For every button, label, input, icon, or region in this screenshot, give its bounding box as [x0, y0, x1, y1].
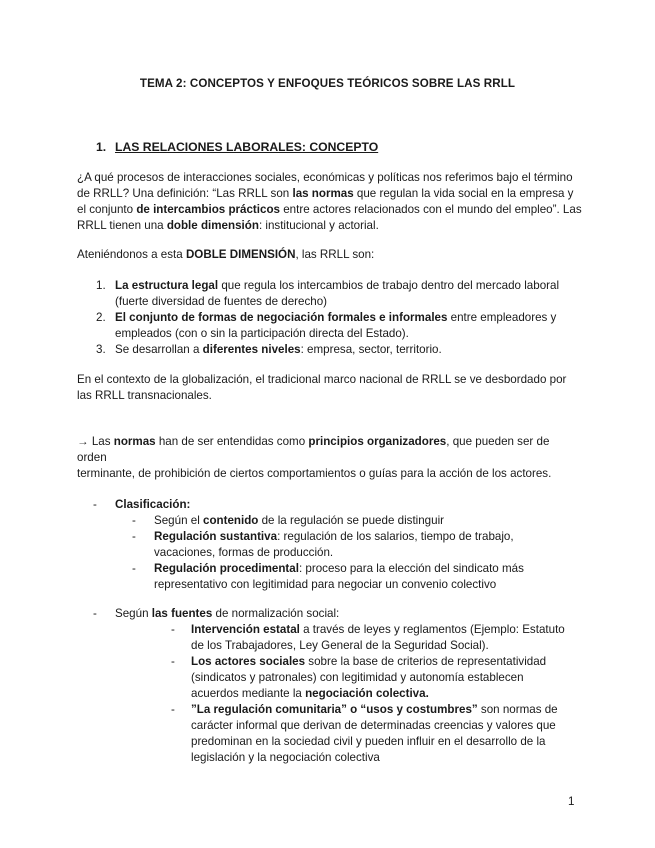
- norms-line-1: [77, 434, 582, 466]
- paragraph-norms: [77, 434, 582, 482]
- bold-run: Los actores sociales: [191, 655, 306, 668]
- sub-bullet: [171, 702, 566, 766]
- text-run: ¿A qué procesos de interacciones sociales, económicas y políticas nos referimos bajo el término de RRLL? Una definición: “Las RRLL son: [77, 171, 573, 200]
- text-run: , que pueden ser de orden: [77, 435, 550, 464]
- list-number: 1.: [96, 279, 106, 292]
- bold-run: negociación colectiva.: [305, 687, 429, 700]
- bold-run: DOBLE DIMENSIÓN: [185, 248, 296, 261]
- text-run: entre empleadores y empleados (con o sin la participación directa del Estado).: [115, 311, 557, 340]
- dash-marker: -: [171, 655, 175, 668]
- bold-run: doble dimensión: [166, 219, 259, 232]
- text-run: Se desarrollan a: [115, 343, 203, 356]
- list-number: 3.: [96, 343, 106, 356]
- sub-bullet: [132, 561, 573, 593]
- text-run: de la regulación se puede distinguir: [258, 514, 445, 527]
- text-run: entre actores relacionados con el mundo del empleo”. Las RRLL tienen una: [77, 203, 582, 232]
- text-run: sobre la base de criterios de representatividad (sindicatos y patronales) con legitimidad y autonomía establecen acuerdos mediante la: [191, 655, 547, 700]
- bullet-classification: [93, 497, 573, 513]
- sub-bullet: [132, 529, 573, 561]
- paragraph-definition: [77, 170, 582, 234]
- dash-marker: -: [132, 562, 136, 575]
- dash-marker: -: [171, 703, 175, 716]
- paragraph-globalization: En el contexto de la globalización, el tradicional marco nacional de RRLL se ve desbordado por las RRLL transnacionales.: [77, 373, 567, 402]
- document-title: TEMA 2: CONCEPTOS Y ENFOQUES TEÓRICOS SOBRE LAS RRLL: [139, 77, 516, 90]
- list-item: [96, 278, 576, 310]
- section-heading: [96, 139, 378, 155]
- sub-bullet: [171, 622, 566, 654]
- text-run: : empresa, sector, territorio.: [300, 343, 442, 356]
- numbered-list: [96, 278, 576, 358]
- bold-run: de intercambios prácticos: [136, 203, 280, 216]
- classification-block: [93, 497, 573, 593]
- text-run: de normalización social:: [212, 607, 340, 620]
- bullet-sources: [93, 606, 573, 622]
- text-run: que regulan la vida social en la empresa y el conjunto: [77, 187, 574, 216]
- bold-run: Clasificación:: [115, 498, 191, 511]
- bold-run: La estructura legal: [115, 279, 219, 292]
- text-run: → Las: [77, 435, 114, 448]
- text-run: , las RRLL son:: [295, 248, 375, 261]
- bold-run: contenido: [203, 514, 259, 527]
- text-run: son normas de carácter informal que derivan de determinadas creencias y valores que predominan en la sociedad civil y pueden influir en el desarrollo de la legislación y la negociación colectiva: [191, 703, 558, 764]
- bold-run: Regulación sustantiva: [154, 530, 278, 543]
- bold-run: diferentes niveles: [202, 343, 301, 356]
- paragraph-dimension: [77, 247, 582, 263]
- dash-marker: -: [132, 514, 136, 527]
- bold-run: principios organizadores: [308, 435, 447, 448]
- dash-marker: -: [93, 607, 97, 620]
- text-run: : institucional y actorial.: [258, 219, 379, 232]
- text-run: : regulación de los salarios, tiempo de trabajo, vacaciones, formas de producción.: [154, 530, 514, 559]
- text-run: : proceso para la elección del sindicato más representativo con legitimidad para negociar un convenio colectivo: [154, 562, 524, 591]
- list-number: 2.: [96, 311, 106, 324]
- dash-marker: -: [132, 530, 136, 543]
- section-title: LAS RELACIONES LABORALES: CONCEPTO: [115, 140, 379, 154]
- text-run: Ateniéndonos a esta: [77, 248, 186, 261]
- text-run: que regula los intercambios de trabajo dentro del mercado laboral (fuerte diversidad de fuentes de derecho): [115, 279, 560, 308]
- dash-marker: -: [171, 623, 175, 636]
- list-item: [96, 342, 576, 358]
- text-run: han de ser entendidas como: [155, 435, 309, 448]
- page-number: 1: [568, 795, 575, 808]
- bold-run: normas: [113, 435, 156, 448]
- bold-run: las normas: [292, 187, 354, 200]
- classification-subitems: [115, 513, 573, 593]
- bold-run: El conjunto de formas de negociación formales e informales: [115, 311, 448, 324]
- bold-run: las fuentes: [151, 607, 213, 620]
- sub-bullet: [171, 654, 566, 702]
- dash-marker: -: [93, 498, 97, 511]
- sub-bullet: [132, 513, 573, 529]
- bold-run: Regulación procedimental: [154, 562, 299, 575]
- text-run: Según el: [154, 514, 203, 527]
- bold-run: ”La regulación comunitaria” o “usos y costumbres”: [191, 703, 478, 716]
- text-run: a través de leyes y reglamentos (Ejemplo: Estatuto de los Trabajadores, Ley General de la Seguridad Social).: [191, 623, 565, 652]
- text-run: Según: [115, 607, 152, 620]
- sources-block: [93, 606, 573, 766]
- norms-line-2: terminante, de prohibición de ciertos comportamientos o guías para la acción de los actores.: [77, 467, 552, 480]
- section-number: 1.: [96, 140, 107, 154]
- list-item: [96, 310, 576, 342]
- bold-run: Intervención estatal: [191, 623, 300, 636]
